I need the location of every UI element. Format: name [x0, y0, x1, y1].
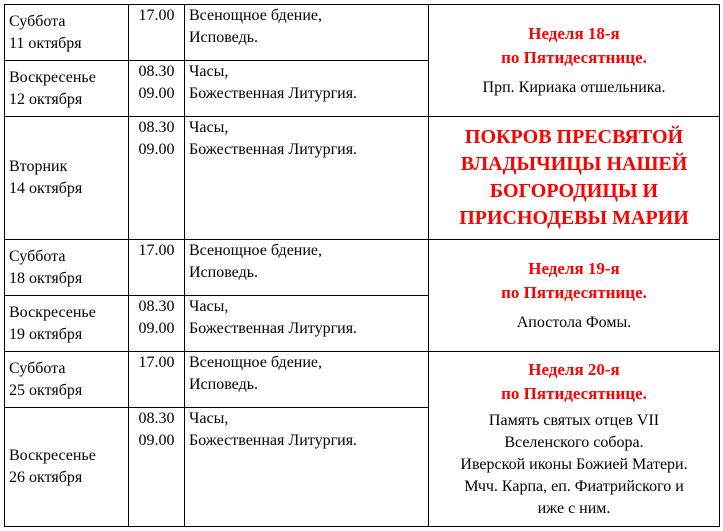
- service-1: Всенощное бдение,: [189, 242, 323, 259]
- time-1: 08.30: [138, 119, 175, 136]
- time-cell: [129, 117, 185, 240]
- day-cell: [5, 5, 129, 61]
- feast-cell: [429, 5, 720, 117]
- time-1: 17.00: [138, 242, 175, 259]
- feast-big-line: БОГОРОДИЦЫ И: [489, 180, 659, 202]
- service-2: Божественная Литургия.: [189, 320, 358, 337]
- feast-title: Неделя 20-я: [528, 360, 620, 379]
- table-row: [5, 5, 720, 61]
- day-cell: [5, 352, 129, 408]
- date: 26 октября: [9, 469, 83, 486]
- time-cell: [129, 5, 185, 61]
- weekday: Суббота: [9, 247, 66, 265]
- feast-cell: [429, 117, 720, 240]
- date: 14 октября: [9, 180, 83, 197]
- service-1: Всенощное бдение,: [189, 354, 323, 371]
- feast-subtitle: по Пятидесятнице.: [501, 283, 647, 302]
- feast-note: [433, 311, 715, 334]
- time-1: 17.00: [138, 354, 175, 371]
- time-2: 09.00: [138, 432, 175, 449]
- date: 11 октября: [9, 34, 82, 52]
- feast-note: [433, 410, 715, 520]
- feast-note-line: Прп. Кириака отшельника.: [482, 79, 666, 96]
- time-cell: [129, 61, 185, 117]
- time-2: 09.00: [138, 320, 175, 337]
- time-1: 08.30: [138, 410, 175, 427]
- time-2: 09.00: [138, 141, 175, 158]
- time-1: 17.00: [138, 7, 175, 24]
- weekday: Суббота: [9, 359, 66, 377]
- service-2: Божественная Литургия.: [189, 141, 358, 158]
- service-1: Часы,: [189, 63, 229, 80]
- table-row: [5, 117, 720, 240]
- time-cell: [129, 296, 185, 352]
- feast-big-line: ПРИСНОДЕВЫ МАРИИ: [459, 207, 689, 229]
- service-2: Исповедь.: [189, 376, 259, 393]
- feast-note-line: Апостола Фомы.: [516, 314, 632, 331]
- day-cell: [5, 408, 129, 527]
- time-cell: [129, 408, 185, 527]
- feast-note-line: Память святых отцев VII: [488, 412, 660, 429]
- weekday: Воскресенье: [9, 303, 96, 321]
- day-cell: [5, 61, 129, 117]
- service-cell: [185, 296, 429, 352]
- table-row: [5, 240, 720, 296]
- time-1: 08.30: [138, 298, 175, 315]
- schedule-table: [4, 4, 720, 527]
- feast-big-line: ПОКРОВ ПРЕСВЯТОЙ: [464, 126, 684, 148]
- day-cell: [5, 296, 129, 352]
- service-2: Божественная Литургия.: [189, 85, 358, 102]
- service-2: Божественная Литургия.: [189, 432, 358, 449]
- feast-note: [433, 76, 715, 99]
- service-cell: [185, 240, 429, 296]
- time-cell: [129, 240, 185, 296]
- feast-note-line: Иверской иконы Божией Матери.: [460, 456, 688, 473]
- date: 19 октября: [9, 325, 83, 343]
- service-1: Часы,: [189, 298, 229, 315]
- time-cell: [129, 352, 185, 408]
- service-cell: [185, 117, 429, 240]
- day-cell: [5, 240, 129, 296]
- service-1: Часы,: [189, 410, 229, 427]
- date: 25 октября: [9, 381, 83, 399]
- service-cell: [185, 61, 429, 117]
- service-1: Всенощное бдение,: [189, 7, 323, 24]
- feast-note-line: Вселенского собора.: [504, 434, 644, 451]
- feast-title: Неделя 18-я: [528, 24, 620, 43]
- feast-big-line: ВЛАДЫЧИЦЫ НАШЕЙ: [460, 153, 688, 175]
- time-1: 08.30: [138, 63, 175, 80]
- service-1: Часы,: [189, 119, 229, 136]
- feast-title: Неделя 19-я: [528, 259, 620, 278]
- service-cell: [185, 408, 429, 527]
- service-2: Исповедь.: [189, 29, 259, 46]
- feast-note-line: Мчч. Карпа, еп. Фиатрийского и: [464, 478, 684, 495]
- feast-subtitle: по Пятидесятнице.: [501, 48, 647, 67]
- service-cell: [185, 352, 429, 408]
- day-cell: [5, 117, 129, 240]
- feast-note-line: иже с ним.: [537, 500, 611, 517]
- feast-subtitle: по Пятидесятнице.: [501, 384, 647, 403]
- time-2: 09.00: [138, 85, 175, 102]
- date: 12 октября: [9, 90, 83, 108]
- date: 18 октября: [9, 269, 83, 287]
- feast-cell: [429, 240, 720, 352]
- weekday: Воскресенье: [9, 68, 96, 86]
- service-cell: [185, 5, 429, 61]
- weekday: Вторник: [9, 158, 68, 175]
- feast-cell: [429, 352, 720, 527]
- weekday: Суббота: [9, 12, 66, 30]
- weekday: Воскресенье: [9, 447, 96, 464]
- service-2: Исповедь.: [189, 264, 259, 281]
- table-row: [5, 352, 720, 408]
